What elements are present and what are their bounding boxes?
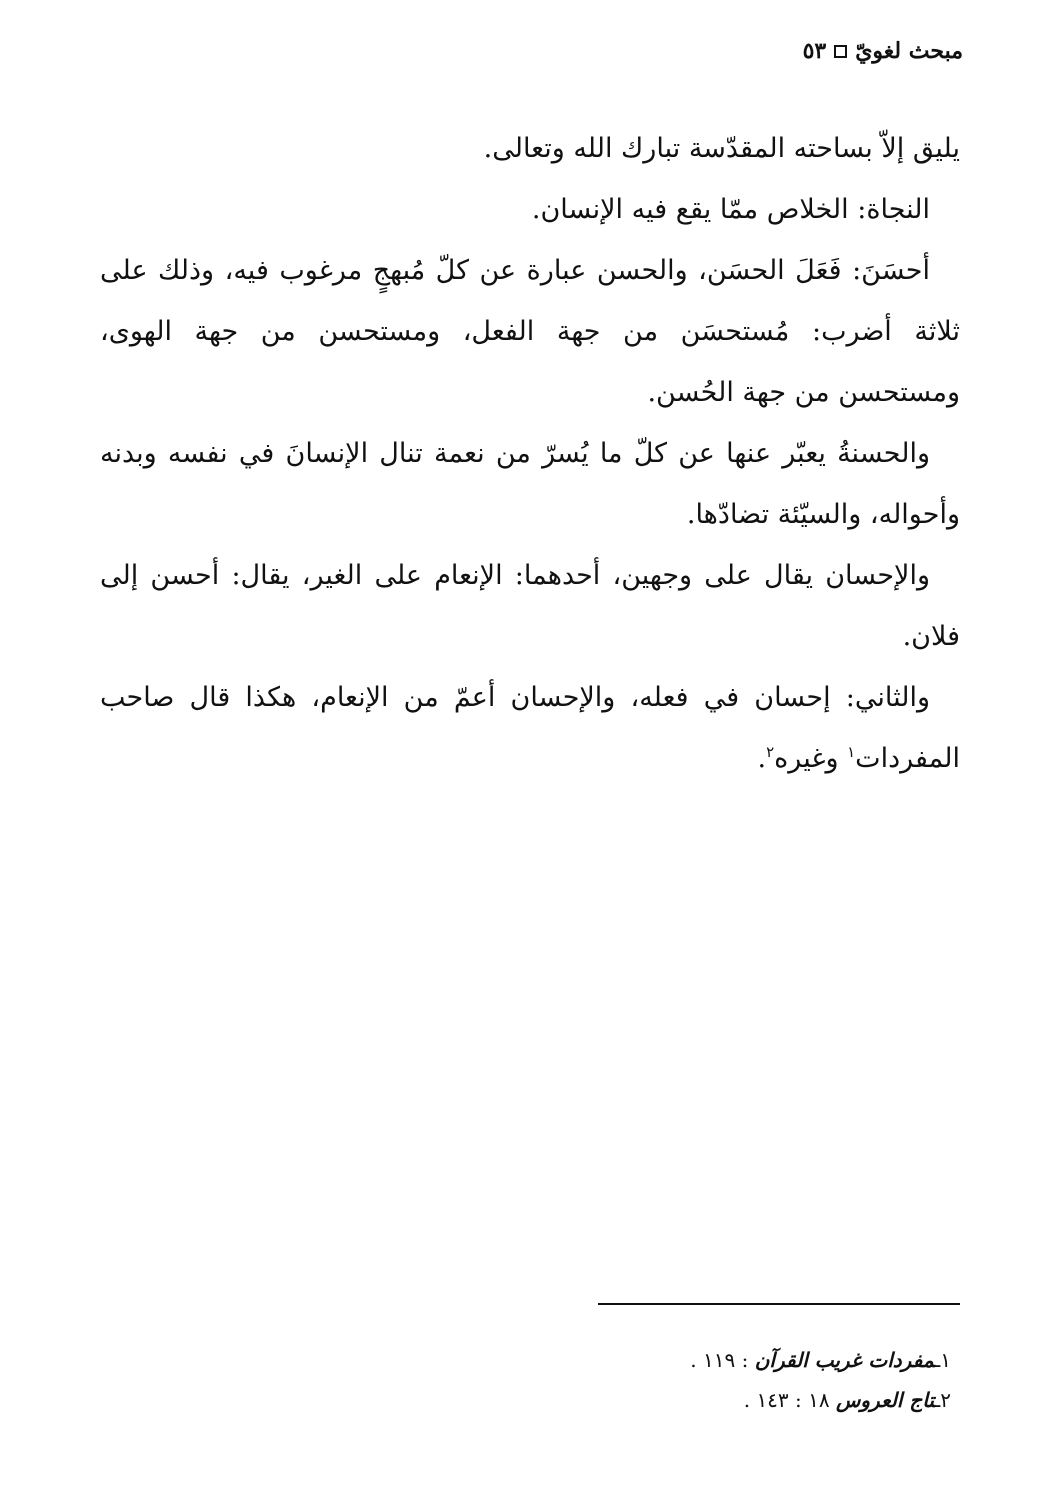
- paragraph-1: يليق إلاّ بساحته المقدّسة تبارك الله وتعالى.: [483, 133, 960, 164]
- footnote-2: [351, 1380, 951, 1420]
- square-ornament-icon: [834, 45, 847, 58]
- paragraph-6-text: والثاني: إحسان في فعله، والإحسان أعمّ من الإنعام، هكذا قال صاحب المفردات: [100, 682, 960, 774]
- page-number: ٥٣: [802, 38, 827, 64]
- footnote-reference: ١٨ : ١٤٣ .: [743, 1388, 836, 1412]
- footnote-number: ١ـ: [934, 1348, 951, 1372]
- paragraph-3: أحسَنَ: فَعَلَ الحسَن، والحسن عبارة عن كلّ مُبهجٍ مرغوب فيه، وذلك على ثلاثة أضرب: مُستحسَن من جهة الفعل، ومستحسن من جهة الهوى، ومستحسن من جهة الحُسن.: [100, 255, 960, 408]
- footnote-reference: : ١١٩ .: [690, 1348, 755, 1372]
- running-header: [803, 38, 963, 64]
- footnote-separator: [598, 1303, 960, 1305]
- footnote-1: [351, 1340, 951, 1380]
- header-title: مبحث لغويّ: [855, 38, 963, 64]
- paragraph-6: [100, 667, 960, 789]
- footnote-number: ٢ـ: [934, 1388, 951, 1412]
- paragraph-6-text-2: وغيره: [774, 743, 848, 774]
- paragraph-6-end: .: [757, 743, 767, 774]
- main-text: [100, 118, 960, 789]
- paragraph-2: النجاة: الخلاص ممّا يقع فيه الإنسان.: [531, 194, 930, 225]
- paragraph-4: والحسنةُ يعبّر عنها عن كلّ ما يُسرّ من نعمة تنال الإنسانَ في نفسه وبدنه وأحواله، والسيّئة تضادّها.: [100, 438, 960, 530]
- footnotes: [351, 1340, 951, 1420]
- footnote-ref-2[interactable]: ٢: [766, 743, 775, 761]
- paragraph-5: والإحسان يقال على وجهين، أحدهما: الإنعام على الغير، يقال: أحسن إلى فلان.: [100, 560, 960, 652]
- footnote-ref-1[interactable]: ١: [847, 743, 856, 761]
- footnote-source-title: تاج العروس: [835, 1388, 935, 1412]
- footnote-source-title: مفردات غريب القرآن: [754, 1348, 935, 1372]
